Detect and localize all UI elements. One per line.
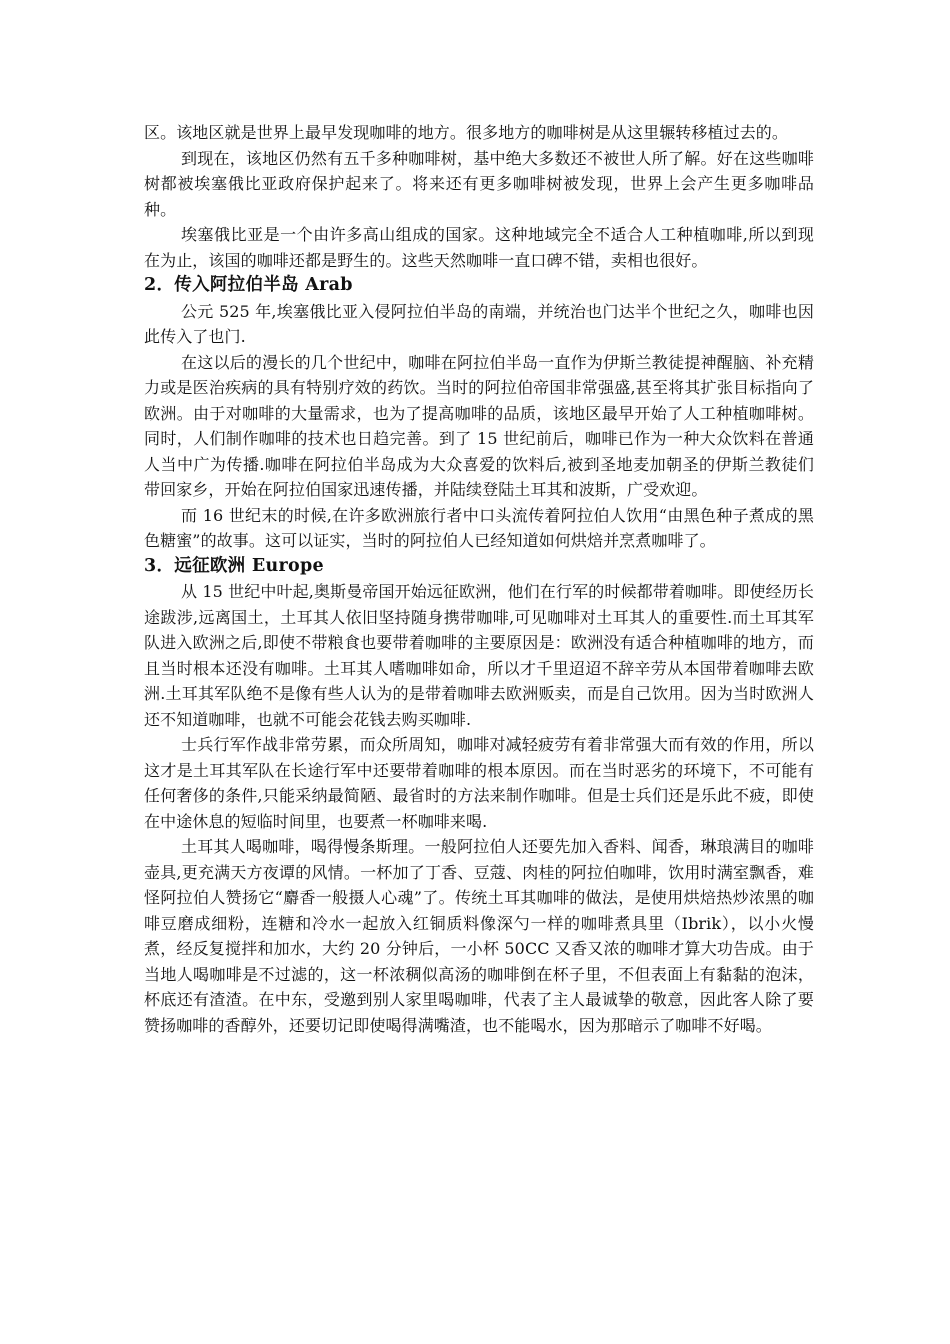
- paragraph-europe-3: 土耳其人喝咖啡，喝得慢条斯理。一般阿拉伯人还要先加入香料、闻香，琳琅满目的咖啡壶具,更充满天方夜谭的风情。一杯加了丁香、豆蔻、肉桂的阿拉伯咖啡，饮用时满室飘香，难怪阿拉伯人赞扬它“麝香一般摄人心魂”了。传统土耳其咖啡的做法，是使用烘焙热炒浓黑的咖啡豆磨成细粉，连糖和冷水一起放入红铜质料像深勺一样的咖啡煮具里（Ibrik），以小火慢煮，经反复搅拌和加水，大约 20 分钟后，一小杯 50CC 又香又浓的咖啡才算大功告成。由于当地人喝咖啡是不过滤的，这一杯浓稠似高汤的咖啡倒在杯子里，不但表面上有黏黏的泡沫，杯底还有渣渣。在中东，受邀到别人家里喝咖啡，代表了主人最诚挚的敬意，因此客人除了要赞扬咖啡的香醇外，还要切记即使喝得满嘴渣，也不能喝水，因为那暗示了咖啡不好喝。: [144, 837, 814, 1035]
- paragraph-coffee-species: 到现在，该地区仍然有五千多种咖啡树，基中绝大多数还不被世人所了解。好在这些咖啡树都被埃塞俄比亚政府保护起来了。将来还有更多咖啡树被发现，世界上会产生更多咖啡品种。: [144, 148, 814, 219]
- paragraph-ethiopia-geography: 埃塞俄比亚是一个由许多高山组成的国家。这种地域完全不适合人工种植咖啡,所以到现在为止，该国的咖啡还都是野生的。这些天然咖啡一直口碑不错，卖相也很好。: [144, 225, 814, 270]
- paragraph-arab-3: 而 16 世纪末的时候,在许多欧洲旅行者中口头流传着阿拉伯人饮用“由黑色种子煮成的黑色糖蜜”的故事。这可以证实，当时的阿拉伯人已经知道如何烘焙并烹煮咖啡了。: [144, 505, 814, 550]
- paragraph-arab-1: 公元 525 年,埃塞俄比亚入侵阿拉伯半岛的南端，并统治也门达半个世纪之久，咖啡也因此传入了也门.: [144, 301, 814, 346]
- paragraph-continuation: 区。该地区就是世界上最早发现咖啡的地方。很多地方的咖啡树是从这里辗转移植过去的。: [144, 123, 789, 142]
- paragraph-europe-1: 从 15 世纪中叶起,奥斯曼帝国开始远征欧洲，他们在行军的时候都带着咖啡。即使经历长途跋涉,远离国土，土耳其人依旧坚持随身携带咖啡,可见咖啡对土耳其人的重要性.而土耳其军队进入欧洲之后,即使不带粮食也要带着咖啡的主要原因是：欧洲没有适合种植咖啡的地方，而且当时根本还没有咖啡。土耳其人嗜咖啡如命，所以才千里迢迢不辞辛劳从本国带着咖啡去欧洲.土耳其军队绝不是像有些人认为的是带着咖啡去欧洲贩卖，而是自己饮用。因为当时欧洲人还不知道咖啡，也就不可能会花钱去购买咖啡.: [144, 582, 814, 729]
- paragraph-arab-2: 在这以后的漫长的几个世纪中，咖啡在阿拉伯半岛一直作为伊斯兰教徒提神醒脑、补充精力或是医治疾病的具有特别疗效的药饮。当时的阿拉伯帝国非常强盛,甚至将其扩张目标指向了欧洲。由于对咖啡的大量需求，也为了提高咖啡的品质，该地区最早开始了人工种植咖啡树。同时，人们制作咖啡的技术也日趋完善。到了 15 世纪前后，咖啡已作为一种大众饮料在普通人当中广为传播.咖啡在阿拉伯半岛成为大众喜爱的饮料后,被到圣地麦加朝圣的伊斯兰教徒们带回家乡，开始在阿拉伯国家迅速传播，并陆续登陆土耳其和波斯，广受欢迎。: [144, 352, 814, 499]
- section-heading-europe: 3．远征欧洲 Europe: [144, 555, 324, 576]
- paragraph-europe-2: 士兵行军作战非常劳累，而众所周知，咖啡对减轻疲劳有着非常强大而有效的作用，所以这才是土耳其军队在长途行军中还要带着咖啡的根本原因。而在当时恶劣的环境下，不可能有任何奢侈的条件,只能采纳最简陋、最省时的方法来制作咖啡。但是士兵们还是乐此不疲，即使在中途休息的短临时间里，也要煮一杯咖啡来喝.: [144, 735, 814, 831]
- document-page: [144, 120, 814, 1038]
- section-heading-arab: 2．传入阿拉伯半岛 Arab: [144, 275, 353, 295]
